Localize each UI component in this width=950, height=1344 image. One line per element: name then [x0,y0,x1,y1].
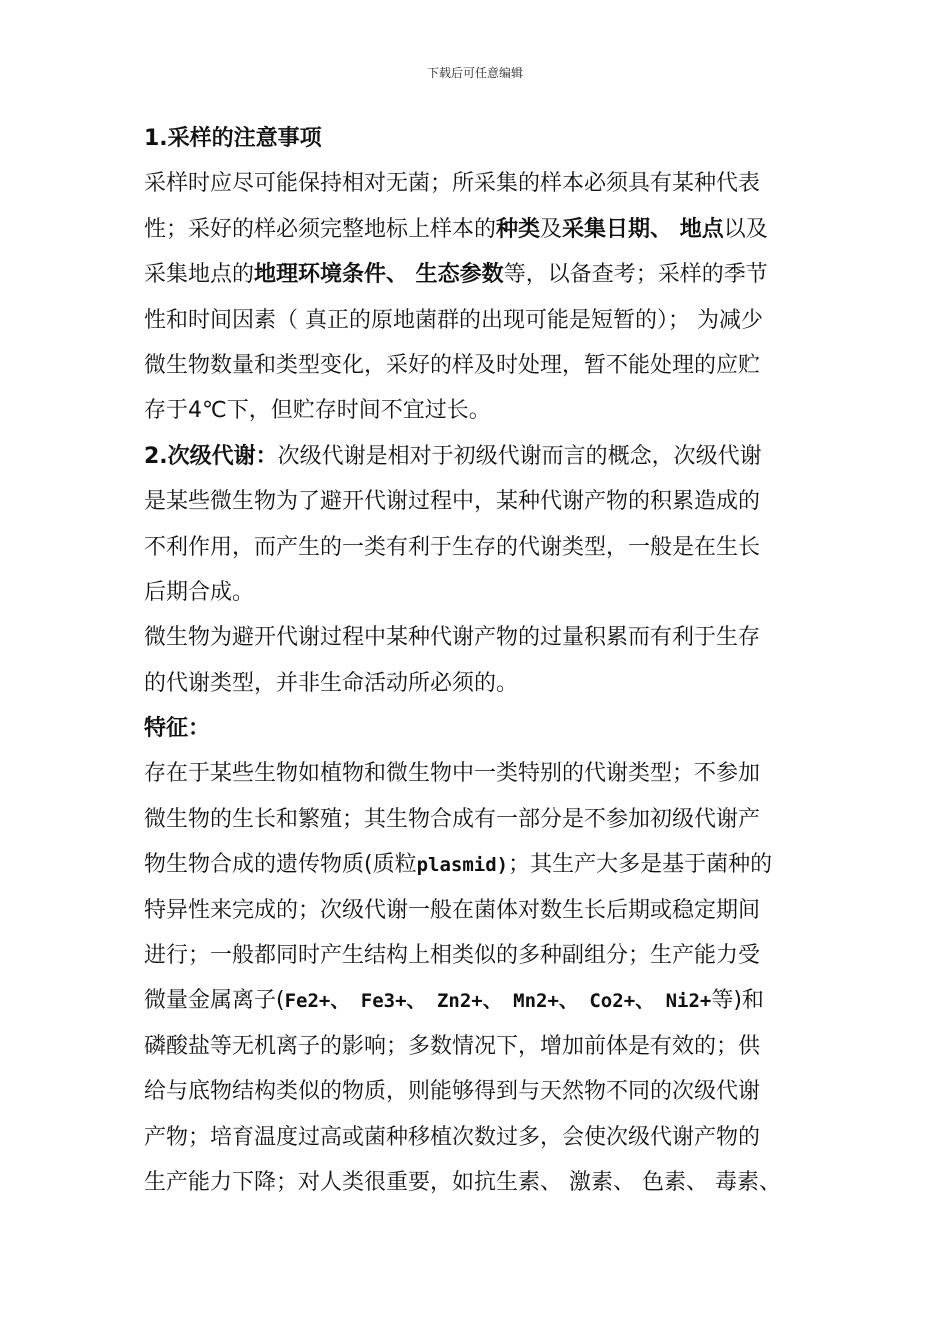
text-span: 及 [540,216,563,242]
text-line: 磷酸盐等无机离子的影响；多数情况下，增加前体是有效的；供 [144,1033,761,1059]
text-line: 微生物的生长和繁殖；其生物合成有一部分是不参加初级代谢产 [144,806,761,832]
text-line: 微生物数量和类型变化，采好的样及时处理，暂不能处理的应贮 [144,352,761,378]
text-line [144,842,824,887]
text-line: 特异性来完成的；次级代谢一般在菌体对数生长后期或稳定期间 [144,897,761,923]
text-span: 微量金属离子( [144,988,285,1014]
text-span: 性；采好的样必须完整地标上样本的 [144,216,497,242]
mono-term: Fe2+、 Fe3+、 Zn2+、 Mn2+、 Co2+、 Ni2+ [284,990,712,1013]
section-title-secondary-metabolism: 2.次级代谢： [144,443,278,469]
text-line: 生产能力下降；对人类很重要，如抗生素、 激素、 色素、 毒素、 [144,1169,781,1195]
text-span: 等，以备查考；采样的季节 [503,262,768,288]
text-line: 存在于某些生物如植物和微生物中一类特别的代谢类型；不参加 [144,761,761,787]
text-line: 后期合成。 [144,579,255,605]
bold-term: 种类 [496,216,541,242]
text-line [144,434,824,479]
text-line: 进行；一般都同时产生结构上相类似的多种副组分；生产能力受 [144,943,761,969]
text-line: 给与底物结构类似的物质，则能够得到与天然物不同的次级代谢 [144,1079,761,1105]
text-line: 微生物为避开代谢过程中某种代谢产物的过量积累而有利于生存 [144,625,761,651]
mono-term: plasmid) [416,854,509,877]
text-span: ；其生产大多是基于菌种的 [508,852,773,878]
text-span: 次级代谢是相对于初级代谢而言的概念，次级代谢 [277,443,762,469]
text-span: 等)和 [711,988,764,1014]
document-body [144,116,824,1205]
text-line: 性和时间因素（ 真正的原地菌群的出现可能是短暂的）； 为减少 [144,307,763,333]
text-line [144,978,824,1023]
text-line [144,252,824,297]
text-span: 采集地点的 [144,262,255,288]
text-line: 产物；培育温度过高或菌种移植次数过多，会使次级代谢产物的 [144,1124,761,1150]
text-line: 采样时应尽可能保持相对无菌；所采集的样本必须具有某种代表 [144,171,761,197]
text-line: 存于4℃下，但贮存时间不宜过长。 [144,398,491,424]
text-span: 以及 [723,216,768,242]
section-title-sampling: 1.采样的注意事项 [144,126,322,151]
text-span: 物生物合成的遗传物质(质粒 [144,852,417,878]
text-line: 不利作用，而产生的一类有利于生存的代谢类型，一般是在生长 [144,534,761,560]
bold-term: 地理环境条件、 生态参数 [254,262,504,288]
section-title-features: 特征： [144,716,211,742]
page-header: 下载后可任意编辑 [426,66,523,80]
text-line [144,207,824,252]
text-line: 的代谢类型，并非生命活动所必须的。 [144,670,519,696]
text-line: 是某些微生物为了避开代谢过程中，某种代谢产物的积累造成的 [144,489,761,515]
bold-term: 采集日期、 地点 [562,216,724,242]
